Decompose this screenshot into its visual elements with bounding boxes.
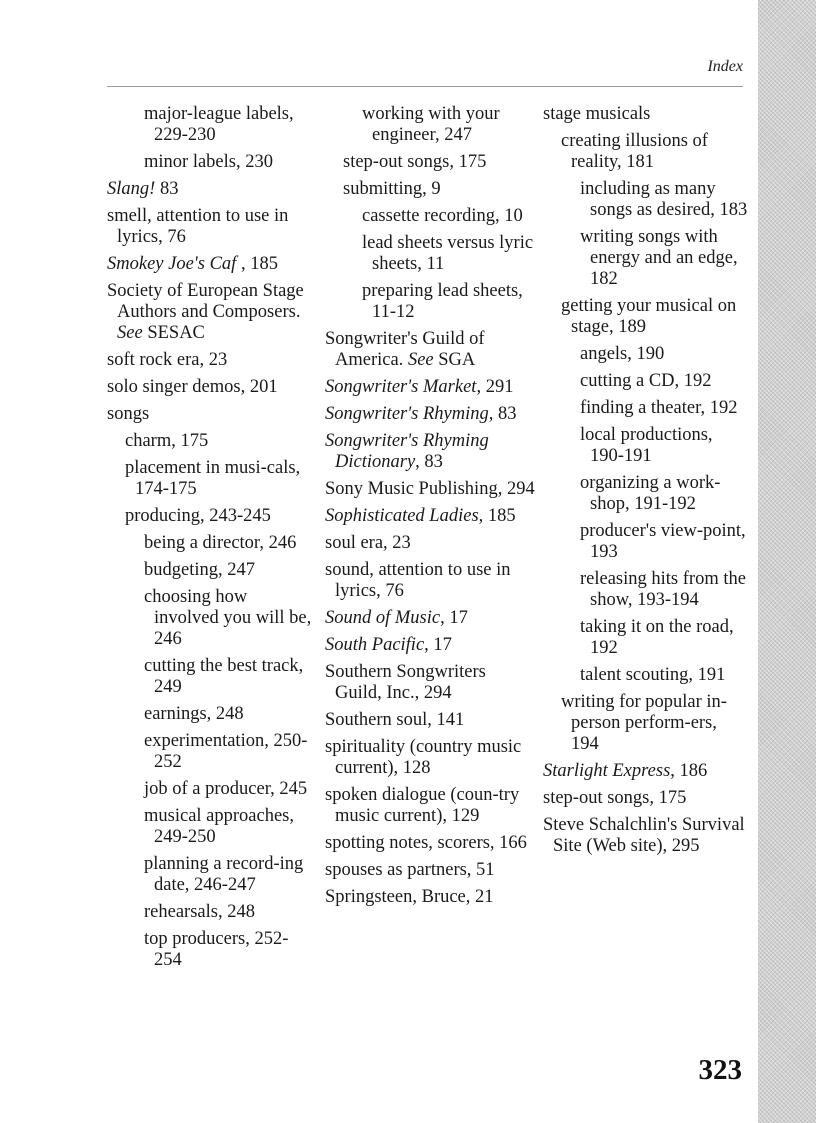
index-entry-text: producing, 243-245 [125,506,271,526]
index-entry [343,152,537,173]
index-entry [107,281,312,344]
index-entry [580,473,748,515]
index-entry-text: preparing lead sheets, 11-12 [362,281,523,322]
index-entry-text: songs [107,404,150,424]
index-entry-text: submitting, 9 [343,179,441,199]
index-entry-text: Songwriter's Guild of America. [325,329,485,370]
index-entry-text: SESAC [142,323,205,343]
index-entry-text: Sony Music Publishing, 294 [325,479,535,499]
index-entry-text: cassette recording, 10 [362,206,523,226]
index-entry [144,779,312,800]
index-entry [144,704,312,725]
index-entry-text: spouses as partners, 51 [325,860,495,880]
index-entry [325,737,537,779]
index-entry [125,431,312,452]
index-entry-text: writing songs with energy and an edge, 182 [580,227,738,289]
index-entry [580,521,748,563]
index-entry [325,560,537,602]
index-entry [325,533,537,554]
index-entry [107,350,312,371]
index-entry-text: spirituality (country music current), 128 [325,737,522,778]
header-rule [107,86,743,87]
index-entry [325,608,537,629]
index-entry [107,179,312,200]
index-entry [543,761,748,782]
index-entry [561,296,748,338]
index-entry-text: , 185 [236,254,278,274]
index-entry [325,833,537,854]
index-entry-text: soft rock era, 23 [107,350,228,370]
index-entry [580,569,748,611]
index-entry [325,710,537,731]
index-entry [144,560,312,581]
index-entry-text: , 291 [476,377,514,397]
index-entry-text: finding a theater, 192 [580,398,738,418]
index-entry-text: soul era, 23 [325,533,411,553]
index-entry-text: Slang! [107,179,156,199]
index-entry [325,887,537,908]
index-entry-text: earnings, 248 [144,704,244,724]
index-entry-text: Steve Schalchlin's Survival Site (Web site), 295 [543,815,745,856]
index-entry-text: angels, 190 [580,344,665,364]
index-entry-text: stage musicals [543,104,651,124]
index-entry [144,587,312,650]
index-entry [144,806,312,848]
index-entry-text: charm, 175 [125,431,209,451]
index-entry [107,377,312,398]
index-entry [362,206,537,227]
index-entry [580,371,748,392]
index-entry [144,731,312,773]
index-entry-text: smell, attention to use in lyrics, 76 [107,206,289,247]
index-entry [362,104,537,146]
index-entry-text: experimentation, 250-252 [144,731,308,772]
index-entry-text: Songwriter's Rhyming [325,404,489,424]
index-entry-text: Southern soul, 141 [325,710,465,730]
index-entry-text: SGA [433,350,476,370]
index-entry-text: Springsteen, Bruce, 21 [325,887,494,907]
index-entry-text: rehearsals, 248 [144,902,255,922]
page-edge-thumb-tab [758,0,816,1123]
index-entry-text: Songwriter's Rhyming Dictionary [325,431,489,472]
index-entry [325,635,537,656]
index-entry [580,179,748,221]
index-entry-text: creating illusions of reality, 181 [561,131,708,172]
index-entry [125,506,312,527]
index-entry [561,131,748,173]
index-entry [144,152,312,173]
index-entry [580,665,748,686]
index-entry-text: , 185 [478,506,516,526]
index-entry-text: lead sheets versus lyric sheets, 11 [362,233,534,274]
index-entry-text: Sophisticated Ladies [325,506,479,526]
index-entry-text: See [407,350,434,370]
index-entry-text: cutting a CD, 192 [580,371,712,391]
index-column-2 [325,104,537,914]
index-entry [580,617,748,659]
index-entry [325,431,537,473]
index-entry-text: , 83 [488,404,517,424]
index-entry-text: sound, attention to use in lyrics, 76 [325,560,511,601]
index-entry [325,785,537,827]
page-number: 323 [698,1054,742,1086]
index-entry [144,533,312,554]
index-entry [325,479,537,500]
index-entry [144,902,312,923]
index-entry [325,662,537,704]
index-entry [362,233,537,275]
index-entry [343,179,537,200]
index-entry-text: choosing how involved you will be, 246 [144,587,312,649]
index-entry-text: , 83 [415,452,443,472]
index-entry-text: step-out songs, 175 [343,152,487,172]
index-entry-text: Society of European Stage Authors and Composers. [107,281,304,322]
index-entry [107,206,312,248]
index-entry [125,458,312,500]
index-column-1 [107,104,312,977]
index-entry-text: taking it on the road, 192 [580,617,734,658]
index-entry [580,344,748,365]
index-entry-text: local productions, 190-191 [580,425,713,466]
index-entry-text: minor labels, 230 [144,152,273,172]
index-entry [325,506,537,527]
index-entry [107,254,312,275]
index-entry [144,104,312,146]
index-entry-text: Southern Songwriters Guild, Inc., 294 [325,662,486,703]
index-entry [543,815,748,857]
index-column-3 [543,104,748,863]
index-entry [362,281,537,323]
index-entry-text: spotting notes, scorers, 166 [325,833,527,853]
index-entry-text: producer's view-point, 193 [580,521,746,562]
index-entry [325,860,537,881]
index-entry-text: releasing hits from the show, 193-194 [580,569,746,610]
index-entry [561,692,748,755]
index-entry-text: placement in musi-cals, 174-175 [125,458,301,499]
index-entry [144,854,312,896]
index-entry-text: organizing a work-shop, 191-192 [580,473,721,514]
index-entry-text: major-league labels, 229-230 [144,104,294,145]
index-entry-text: Smokey Joe's Caf [107,254,237,274]
index-entry-text: getting your musical on stage, 189 [561,296,737,337]
index-entry-text: working with your engineer, 247 [362,104,500,145]
index-entry [325,329,537,371]
index-entry-text: solo singer demos, 201 [107,377,278,397]
index-entry [325,377,537,398]
index-entry [144,656,312,698]
index-entry-text: top producers, 252-254 [144,929,289,970]
index-entry-text: including as many songs as desired, 183 [580,179,748,220]
index-entry-text: , 17 [440,608,468,628]
index-entry-text: being a director, 246 [144,533,297,553]
index-entry-text: writing for popular in-person perform-ers, 194 [561,692,727,754]
index-entry [144,929,312,971]
index-entry [580,425,748,467]
index-entry-text: Sound of Music [325,608,441,628]
index-entry-text: cutting the best track, 249 [144,656,304,697]
index-entry-text: step-out songs, 175 [543,788,687,808]
index-entry-text: See [117,323,143,343]
index-entry [543,788,748,809]
index-entry [325,404,537,425]
index-entry [107,404,312,425]
index-entry-text: , 17 [424,635,452,655]
index-entry-text: musical approaches, 249-250 [144,806,294,847]
index-entry-text: budgeting, 247 [144,560,255,580]
index-entry-text: 83 [155,179,179,199]
index-entry-text: , 186 [670,761,708,781]
index-entry [580,398,748,419]
index-entry-text: Songwriter's Market [325,377,477,397]
index-entry-text: spoken dialogue (coun-try music current), 129 [325,785,520,826]
index-entry-text: talent scouting, 191 [580,665,726,685]
index-entry-text: job of a producer, 245 [144,779,308,799]
running-head: Index [707,58,743,75]
index-entry [543,104,748,125]
index-entry-text: planning a record-ing date, 246-247 [144,854,304,895]
index-entry-text: South Pacific [325,635,425,655]
index-entry [580,227,748,290]
index-entry-text: Starlight Express [543,761,671,781]
